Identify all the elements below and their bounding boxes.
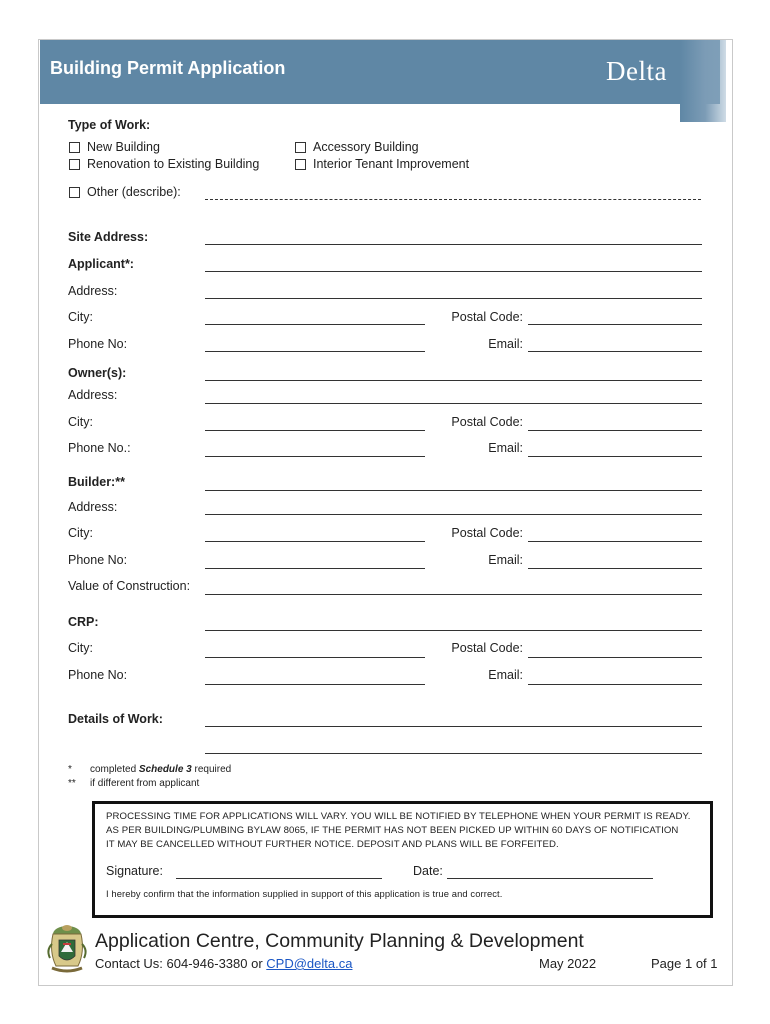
owner-address-label: Address: xyxy=(68,388,118,402)
details-of-work-label: Details of Work: xyxy=(68,712,163,726)
checkbox-interior-tenant-improvement[interactable] xyxy=(295,159,306,170)
checkbox-renovation[interactable] xyxy=(69,159,80,170)
crp-phone-label: Phone No: xyxy=(68,668,128,682)
checkbox-accessory-building[interactable] xyxy=(295,142,306,153)
signature-field[interactable] xyxy=(176,878,382,879)
footer-page-number: Page 1 of 1 xyxy=(651,956,718,971)
owner-city-field[interactable] xyxy=(205,430,425,431)
confirm-statement: I hereby confirm that the information supplied in support of this application is true and correct. xyxy=(106,888,503,899)
applicant-label: Applicant*: xyxy=(68,257,134,271)
note-double-star-marker: ** xyxy=(68,778,76,789)
applicant-address-label: Address: xyxy=(68,284,118,298)
delta-logo: Delta xyxy=(606,56,667,86)
footer-date: May 2022 xyxy=(539,956,597,971)
details-of-work-field-1[interactable] xyxy=(205,726,702,727)
crp-field[interactable] xyxy=(205,630,702,631)
builder-postal-code-field[interactable] xyxy=(528,541,702,542)
notice-line-3: IT MAY BE CANCELLED WITHOUT FURTHER NOTICE. DEPOSIT AND PLANS WILL BE FORFEITED. xyxy=(106,839,559,850)
crp-postal-code-label: Postal Code: xyxy=(451,641,523,655)
crp-email-field[interactable] xyxy=(528,684,702,685)
applicant-field[interactable] xyxy=(205,271,702,272)
owner-city-label: City: xyxy=(68,415,93,429)
option-new-building-label: New Building xyxy=(87,140,160,154)
crp-city-label: City: xyxy=(68,641,93,655)
applicant-city-label: City: xyxy=(68,310,93,324)
note-if-different: if different from applicant xyxy=(90,778,200,789)
builder-email-label: Email: xyxy=(488,553,523,567)
crp-email-label: Email: xyxy=(488,668,523,682)
owner-postal-code-field[interactable] xyxy=(528,430,702,431)
owner-phone-label: Phone No.: xyxy=(68,441,131,455)
builder-label: Builder:** xyxy=(68,475,125,489)
crp-postal-code-field[interactable] xyxy=(528,657,702,658)
checkbox-other[interactable] xyxy=(69,187,80,198)
owner-email-field[interactable] xyxy=(528,456,702,457)
value-of-construction-label: Value of Construction: xyxy=(68,579,191,593)
checkbox-new-building[interactable] xyxy=(69,142,80,153)
builder-city-label: City: xyxy=(68,526,93,540)
owner-email-label: Email: xyxy=(488,441,523,455)
notice-line-2: AS PER BUILDING/PLUMBING BYLAW 8065, IF THE PERMIT HAS NOT BEEN PICKED UP WITHIN 60 DAYS OF NOTIFICATION xyxy=(106,825,679,836)
details-of-work-field-2[interactable] xyxy=(205,753,702,754)
option-other-label: Other (describe): xyxy=(87,185,181,199)
type-of-work-label: Type of Work: xyxy=(68,118,151,132)
applicant-email-field[interactable] xyxy=(528,351,702,352)
crp-city-field[interactable] xyxy=(205,657,425,658)
option-interior-tenant-label: Interior Tenant Improvement xyxy=(313,157,470,171)
owners-field[interactable] xyxy=(205,380,702,381)
page-title: Building Permit Application xyxy=(50,58,286,78)
applicant-email-label: Email: xyxy=(488,337,523,351)
owner-address-field[interactable] xyxy=(205,403,702,404)
builder-phone-field[interactable] xyxy=(205,568,425,569)
applicant-postal-code-label: Postal Code: xyxy=(451,310,523,324)
crp-phone-field[interactable] xyxy=(205,684,425,685)
other-describe-field[interactable] xyxy=(205,199,701,200)
applicant-phone-label: Phone No: xyxy=(68,337,128,351)
builder-city-field[interactable] xyxy=(205,541,425,542)
builder-field[interactable] xyxy=(205,490,702,491)
builder-phone-label: Phone No: xyxy=(68,553,128,567)
builder-address-label: Address: xyxy=(68,500,118,514)
builder-postal-code-label: Postal Code: xyxy=(451,526,523,540)
date-label: Date: xyxy=(413,864,443,878)
date-field[interactable] xyxy=(447,878,653,879)
builder-email-field[interactable] xyxy=(528,568,702,569)
site-address-field[interactable] xyxy=(205,244,702,245)
note-star-marker: * xyxy=(68,764,72,775)
option-renovation-label: Renovation to Existing Building xyxy=(87,157,260,171)
builder-address-field[interactable] xyxy=(205,514,702,515)
applicant-postal-code-field[interactable] xyxy=(528,324,702,325)
option-accessory-building-label: Accessory Building xyxy=(313,140,419,154)
value-of-construction-field[interactable] xyxy=(205,594,702,595)
note-schedule-3: completed Schedule 3 required xyxy=(90,764,232,775)
applicant-address-field[interactable] xyxy=(205,298,702,299)
footer-title: Application Centre, Community Planning & Development xyxy=(95,930,584,952)
notice-line-1: PROCESSING TIME FOR APPLICATIONS WILL VARY. YOU WILL BE NOTIFIED BY TELEPHONE WHEN YOUR PERMIT IS READY. xyxy=(106,811,691,822)
signature-label: Signature: xyxy=(106,864,163,878)
owner-phone-field[interactable] xyxy=(205,456,425,457)
contact-email-link[interactable]: CPD@delta.ca xyxy=(266,956,353,971)
delta-crest-icon xyxy=(44,922,90,976)
header-banner-brush-edge xyxy=(680,40,726,122)
applicant-phone-field[interactable] xyxy=(205,351,425,352)
crp-label: CRP: xyxy=(68,615,99,629)
applicant-city-field[interactable] xyxy=(205,324,425,325)
owners-label: Owner(s): xyxy=(68,366,127,380)
site-address-label: Site Address: xyxy=(68,230,149,244)
footer-contact: Contact Us: 604-946-3380 or CPD@delta.ca xyxy=(95,956,353,971)
owner-postal-code-label: Postal Code: xyxy=(451,415,523,429)
